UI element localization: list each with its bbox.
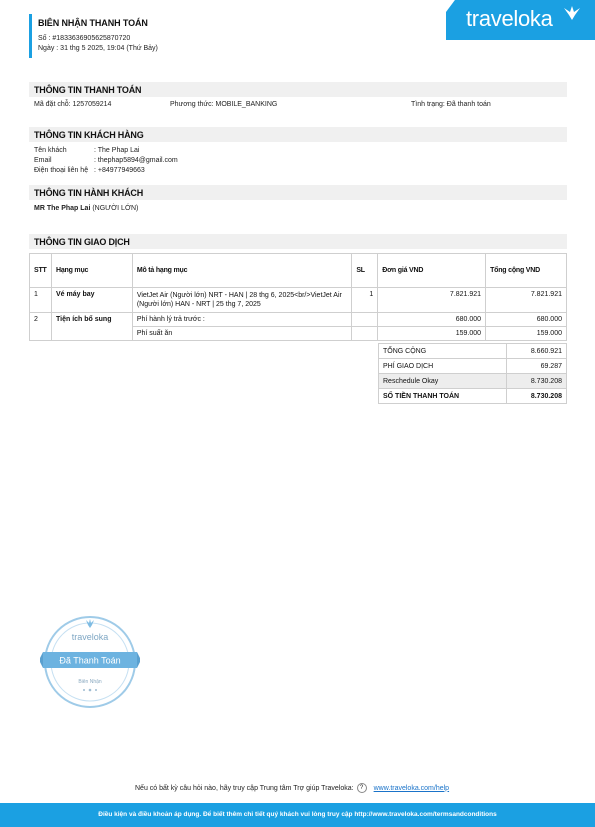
row-total: 680.000 <box>486 313 567 327</box>
row-description: Phí hành lý trả trước : <box>132 313 352 327</box>
row-unit-price: 7.821.921 <box>378 288 486 313</box>
col-total: Tổng cộng VND <box>486 254 567 288</box>
row-category: Vé máy bay <box>51 288 132 313</box>
receipt-date: Ngày : 31 thg 5 2025, 19:04 (Thứ Bảy) <box>38 45 158 52</box>
table-row <box>30 288 567 313</box>
booking-code: Mã đặt chỗ: 1257059214 <box>34 101 112 108</box>
row-category: Tiện ích bổ sung <box>51 313 132 341</box>
row-total: 159.000 <box>486 327 567 341</box>
row-qty <box>352 327 378 341</box>
row-description: Phí suất ăn <box>132 327 352 341</box>
customer-email-label: Email <box>34 157 52 164</box>
row-unit-price: 159.000 <box>378 327 486 341</box>
receipt-number: Số : #1833636905625870720 <box>38 35 131 42</box>
footer-terms-text[interactable]: Điều kiện và điều khoản áp dụng. Để biết thêm chi tiết quý khách vui lòng truy cập http://www.traveloka.com/termsandconditions <box>98 811 497 818</box>
transaction-section <box>29 234 567 249</box>
help-line <box>135 783 449 793</box>
summary-value: 8.660.921 <box>506 344 566 359</box>
summary-row-fee <box>379 359 567 374</box>
summary-row-total-paid <box>379 389 567 404</box>
row-description: VietJet Air (Người lớn) NRT - HAN | 28 thg 6, 2025<br/>VietJet Air (Người lớn) HAN - NRT | 25 thg 7, 2025 <box>132 288 352 313</box>
passenger-name: MR The Phap Lai <box>34 205 91 212</box>
document-title: BIÊN NHẬN THANH TOÁN <box>38 18 148 28</box>
help-text: Nếu có bất kỳ câu hỏi nào, hãy truy cập Trung tâm Trợ giúp Traveloka: <box>135 784 354 792</box>
header-accent-bar <box>29 14 32 58</box>
summary-value: 8.730.208 <box>506 389 566 404</box>
summary-value: 69.287 <box>506 359 566 374</box>
customer-info-heading: THÔNG TIN KHÁCH HÀNG <box>34 130 144 140</box>
footer-bar <box>0 803 595 827</box>
row-qty: 1 <box>352 288 378 313</box>
stamp-label: Đã Thanh Toán <box>59 655 121 666</box>
table-header-row <box>30 254 567 288</box>
customer-name-value: : The Phap Lai <box>94 147 140 154</box>
passenger-info-heading: THÔNG TIN HÀNH KHÁCH <box>34 188 143 198</box>
stamp-subtext: Biên Nhận <box>78 679 102 685</box>
help-question-icon: ? <box>357 783 367 793</box>
payment-info-heading: THÔNG TIN THANH TOÁN <box>34 85 142 95</box>
customer-name-label: Tên khách <box>34 147 67 154</box>
col-qty: SL <box>352 254 378 288</box>
row-stt: 2 <box>30 313 52 341</box>
summary-row-reschedule <box>379 374 567 389</box>
passenger-row <box>34 205 138 212</box>
payment-method: Phương thức: MOBILE_BANKING <box>170 101 278 108</box>
summary-label: SỐ TIỀN THANH TOÁN <box>379 389 507 404</box>
transaction-table <box>29 253 567 341</box>
col-description: Mô tả hạng mục <box>132 254 352 288</box>
bird-logo-icon <box>562 4 582 22</box>
payment-status: Tình trạng: Đã thanh toán <box>411 101 491 108</box>
help-link[interactable]: www.traveloka.com/help <box>373 784 450 792</box>
col-category: Hạng mục <box>51 254 132 288</box>
summary-row-subtotal <box>379 344 567 359</box>
summary-table <box>378 343 567 404</box>
passenger-info-section <box>29 185 567 200</box>
table-row <box>30 313 567 327</box>
summary-label: TỔNG CỘNG <box>379 344 507 359</box>
customer-info-section <box>29 127 567 142</box>
customer-phone-label: Điện thoại liên hệ <box>34 167 89 174</box>
transaction-heading: THÔNG TIN GIAO DỊCH <box>34 237 130 247</box>
summary-value: 8.730.208 <box>506 374 566 389</box>
summary-label: Reschedule Okay <box>379 374 507 389</box>
row-qty <box>352 313 378 327</box>
customer-phone-value: : +84977949663 <box>94 167 145 174</box>
col-stt: STT <box>30 254 52 288</box>
passenger-type: (NGƯỜI LỚN) <box>90 205 139 212</box>
payment-info-section <box>29 82 567 97</box>
stamp-brand: traveloka <box>71 632 109 642</box>
col-unit-price: Đơn giá VND <box>378 254 486 288</box>
summary-label: PHÍ GIAO DỊCH <box>379 359 507 374</box>
row-total: 7.821.921 <box>486 288 567 313</box>
customer-email-value: : thephap5894@gmail.com <box>94 157 178 164</box>
row-stt: 1 <box>30 288 52 313</box>
paid-stamp <box>40 610 140 710</box>
row-unit-price: 680.000 <box>378 313 486 327</box>
traveloka-logo: traveloka <box>466 6 553 31</box>
